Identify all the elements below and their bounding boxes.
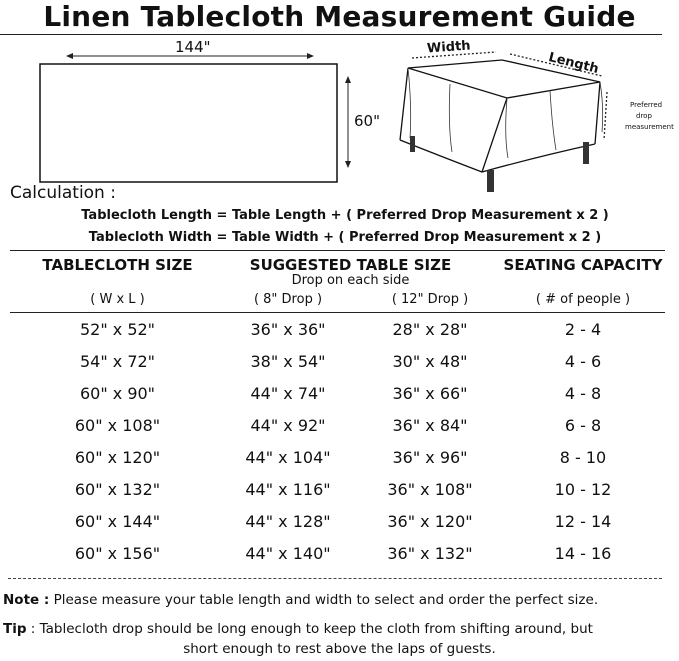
- length-arrowhead-left: [66, 53, 73, 59]
- cell-tablecloth-size: 54" x 72": [79, 352, 156, 371]
- calculation-label: Calculation :: [10, 183, 116, 203]
- length-dimension-label: 144": [175, 38, 211, 56]
- drop-dotted-arrow: [604, 92, 607, 140]
- width-dimension-label: 60": [354, 112, 380, 130]
- cell-8-drop: 38" x 54": [250, 352, 326, 371]
- sub-people: ( # of people ): [535, 292, 631, 307]
- cell-12-drop: 28" x 28": [392, 320, 468, 339]
- title-divider: [0, 34, 662, 35]
- formula-length: Tablecloth Length = Table Length + ( Preferred Drop Measurement x 2 ): [81, 208, 609, 223]
- cell-tablecloth-size: 60" x 132": [74, 480, 161, 499]
- cell-8-drop: 44" x 128": [245, 512, 331, 531]
- table-illustration: [390, 36, 640, 201]
- table-leg-back: [410, 136, 415, 152]
- cell-8-drop: 44" x 140": [245, 544, 331, 563]
- page-title: Linen Tablecloth Measurement Guide: [43, 0, 636, 33]
- cell-tablecloth-size: 60" x 108": [74, 416, 161, 435]
- cell-12-drop: 36" x 96": [392, 448, 468, 467]
- sub-12-drop: ( 12" Drop ): [391, 292, 469, 307]
- header-suggested-table-size: SUGGESTED TABLE SIZE: [249, 256, 452, 274]
- cell-12-drop: 36" x 108": [387, 480, 473, 499]
- cell-12-drop: 36" x 120": [387, 512, 473, 531]
- table-leg-right: [583, 142, 589, 164]
- width-arrowhead-bottom: [345, 161, 351, 168]
- cloth-drape-outline: [400, 68, 600, 172]
- table-row: [0, 544, 679, 576]
- cell-12-drop: 36" x 66": [392, 384, 468, 403]
- table-row: [0, 352, 679, 384]
- cell-seating: 8 - 10: [559, 448, 607, 467]
- length-arrowhead-right: [307, 53, 314, 59]
- header-divider: [10, 312, 665, 313]
- formula-width: Tablecloth Width = Table Width + ( Preferred Drop Measurement x 2 ): [88, 230, 602, 245]
- tip-line: [3, 621, 593, 637]
- note-text: Please measure your table length and width to select and order the perfect size.: [49, 592, 599, 608]
- cell-seating: 4 - 8: [564, 384, 602, 403]
- table-row: [0, 416, 679, 448]
- drop-label-line1: Preferred: [630, 101, 663, 109]
- tablecloth-rect: [40, 64, 337, 182]
- cell-seating: 12 - 14: [554, 512, 612, 531]
- note-label: Note :: [3, 592, 50, 608]
- calc-divider: [10, 250, 665, 251]
- note-line: [3, 592, 598, 608]
- header-seating-capacity: SEATING CAPACITY: [503, 256, 663, 274]
- cell-8-drop: 44" x 116": [245, 480, 331, 499]
- table-row: [0, 512, 679, 544]
- length-arrow-label: Length: [546, 50, 601, 77]
- cell-seating: 4 - 6: [564, 352, 602, 371]
- cell-seating: 14 - 16: [554, 544, 612, 563]
- tip-text-line1: : Tablecloth drop should be long enough to keep the cloth from shifting around, but: [26, 621, 593, 637]
- cell-tablecloth-size: 60" x 120": [74, 448, 161, 467]
- cell-tablecloth-size: 52" x 52": [79, 320, 156, 339]
- sub-w-x-l: ( W x L ): [90, 292, 145, 307]
- cell-tablecloth-size: 60" x 156": [74, 544, 161, 563]
- cell-seating: 6 - 8: [564, 416, 602, 435]
- sub-8-drop: ( 8" Drop ): [253, 292, 323, 307]
- table-row: [0, 480, 679, 512]
- header-tablecloth-size: TABLECLOTH SIZE: [42, 256, 193, 274]
- tablecloth-diagram: [0, 36, 400, 186]
- table-row: [0, 320, 679, 352]
- cell-8-drop: 36" x 36": [250, 320, 326, 339]
- cell-8-drop: 44" x 74": [250, 384, 326, 403]
- cell-seating: 2 - 4: [564, 320, 602, 339]
- cell-tablecloth-size: 60" x 90": [79, 384, 156, 403]
- tip-text-line2: short enough to rest above the laps of guests.: [183, 641, 496, 657]
- drop-label-line3: measurement: [625, 123, 674, 131]
- table-row: [0, 448, 679, 480]
- cell-seating: 10 - 12: [554, 480, 612, 499]
- cell-12-drop: 36" x 132": [387, 544, 473, 563]
- width-arrowhead-top: [345, 76, 351, 83]
- cell-tablecloth-size: 60" x 144": [74, 512, 161, 531]
- cell-12-drop: 30" x 48": [392, 352, 468, 371]
- dashed-divider: [8, 578, 662, 579]
- size-table-body: [0, 320, 679, 576]
- cell-8-drop: 44" x 92": [250, 416, 326, 435]
- table-leg-left: [487, 170, 494, 192]
- cell-8-drop: 44" x 104": [245, 448, 331, 467]
- tip-label: Tip: [3, 621, 27, 637]
- width-arrow-label: Width: [426, 38, 472, 57]
- drop-label-line2: drop: [636, 112, 652, 120]
- cell-12-drop: 36" x 84": [392, 416, 468, 435]
- subheader-drop-each-side: Drop on each side: [291, 273, 410, 288]
- cloth-folds: [408, 68, 603, 158]
- table-row: [0, 384, 679, 416]
